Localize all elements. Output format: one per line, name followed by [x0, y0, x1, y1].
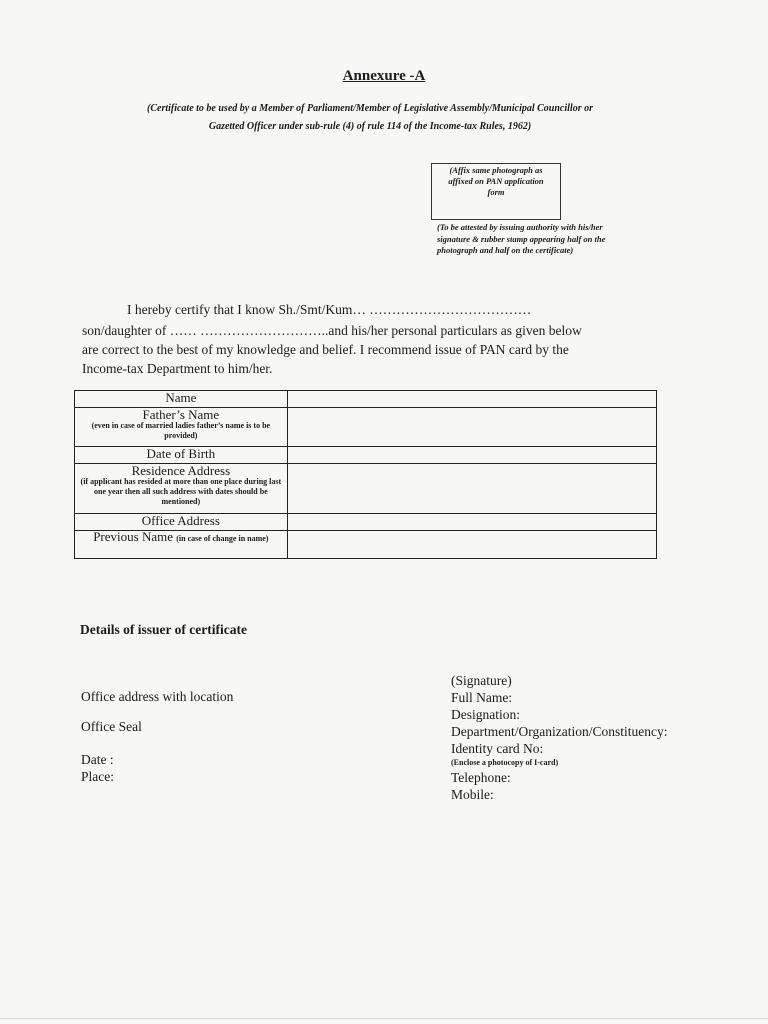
row-label: Office Address	[141, 513, 220, 528]
fathers-name-value-cell[interactable]	[287, 408, 656, 447]
date-label: Date :	[81, 752, 114, 767]
table-row-fathers-name	[75, 408, 657, 447]
identity-card-note: (Enclose a photocopy of I-card)	[451, 758, 559, 767]
row-label-cell	[75, 464, 288, 514]
place-label: Place:	[81, 769, 114, 784]
attestation-line-2: signature & rubber stamp appearing half on the	[437, 233, 606, 244]
signature-label: (Signature)	[451, 673, 512, 688]
row-label-cell	[75, 514, 288, 531]
table-row-office-address	[75, 514, 657, 531]
photo-placeholder-box	[431, 163, 561, 220]
full-name-label: Full Name:	[451, 690, 513, 705]
row-label-cell	[75, 408, 288, 447]
attestation-line-3: photograph and half on the certificate)	[437, 245, 574, 255]
form-subtitle	[80, 100, 660, 136]
date-of-birth-value-cell[interactable]	[287, 447, 656, 464]
attestation-line-1: (To be attested by issuing authority with his/her	[437, 222, 603, 232]
office-seal-label: Office Seal	[81, 719, 142, 734]
identity-card-label: Identity card No:	[451, 741, 544, 756]
row-label-cell	[75, 447, 288, 464]
issuer-section-heading: Details of issuer of certificate	[80, 622, 247, 637]
row-label-cell	[75, 391, 288, 408]
residence-address-value-cell[interactable]	[287, 464, 656, 514]
applicant-details-table	[74, 390, 657, 559]
issuer-details-list	[451, 672, 667, 803]
row-label: Date of Birth	[146, 446, 216, 461]
row-note: (if applicant has resided at more than one place during last one year then all such address with dates should be mentioned)	[80, 477, 282, 506]
office-address-location-label: Office address with location	[81, 689, 234, 704]
photo-instruction-line-2: affixed on PAN application	[448, 176, 544, 186]
photo-instruction-line-3: form	[487, 187, 505, 197]
photo-instruction-line-1: (Affix same photograph as	[449, 165, 543, 175]
page-bottom-edge	[0, 1018, 768, 1019]
row-label: Previous Name	[93, 529, 173, 544]
row-label-cell	[75, 531, 288, 559]
mobile-label: Mobile:	[451, 787, 494, 802]
table-row-previous-name	[75, 531, 657, 559]
row-label: Residence Address	[131, 463, 231, 478]
table-row-residence-address	[75, 464, 657, 514]
department-label: Department/Organization/Constituency:	[451, 724, 668, 739]
certification-line-3: are correct to the best of my knowledge and belief. I recommend issue of PAN card by the	[82, 342, 569, 357]
row-label: Name	[165, 390, 197, 405]
previous-name-value-cell[interactable]	[287, 531, 656, 559]
subtitle-line-2: Gazetted Officer under sub-rule (4) of rule 114 of the Income-tax Rules, 1962)	[208, 121, 532, 132]
subtitle-line-1: (Certificate to be used by a Member of Parliament/Member of Legislative Assembly/Municipal Councillor or	[147, 103, 593, 114]
certification-line-1: I hereby certify that I know Sh./Smt/Kum… ………………………………	[127, 302, 532, 317]
certification-line-2: son/daughter of …… ………………………..and his/her personal particulars as given below	[82, 323, 582, 338]
name-value-cell[interactable]	[287, 391, 656, 408]
row-note: (even in case of married ladies father’s name is to be provided)	[91, 421, 271, 440]
table-row-name	[75, 391, 657, 408]
form-title: Annexure -A	[342, 68, 426, 84]
designation-label: Designation:	[451, 707, 520, 722]
table-row-date-of-birth	[75, 447, 657, 464]
attestation-note	[437, 222, 652, 257]
row-label: Father’s Name	[142, 407, 220, 422]
office-address-value-cell[interactable]	[287, 514, 656, 531]
row-note: (in case of change in name)	[176, 534, 269, 543]
certification-line-4: Income-tax Department to him/her.	[82, 361, 273, 376]
telephone-label: Telephone:	[451, 770, 511, 785]
